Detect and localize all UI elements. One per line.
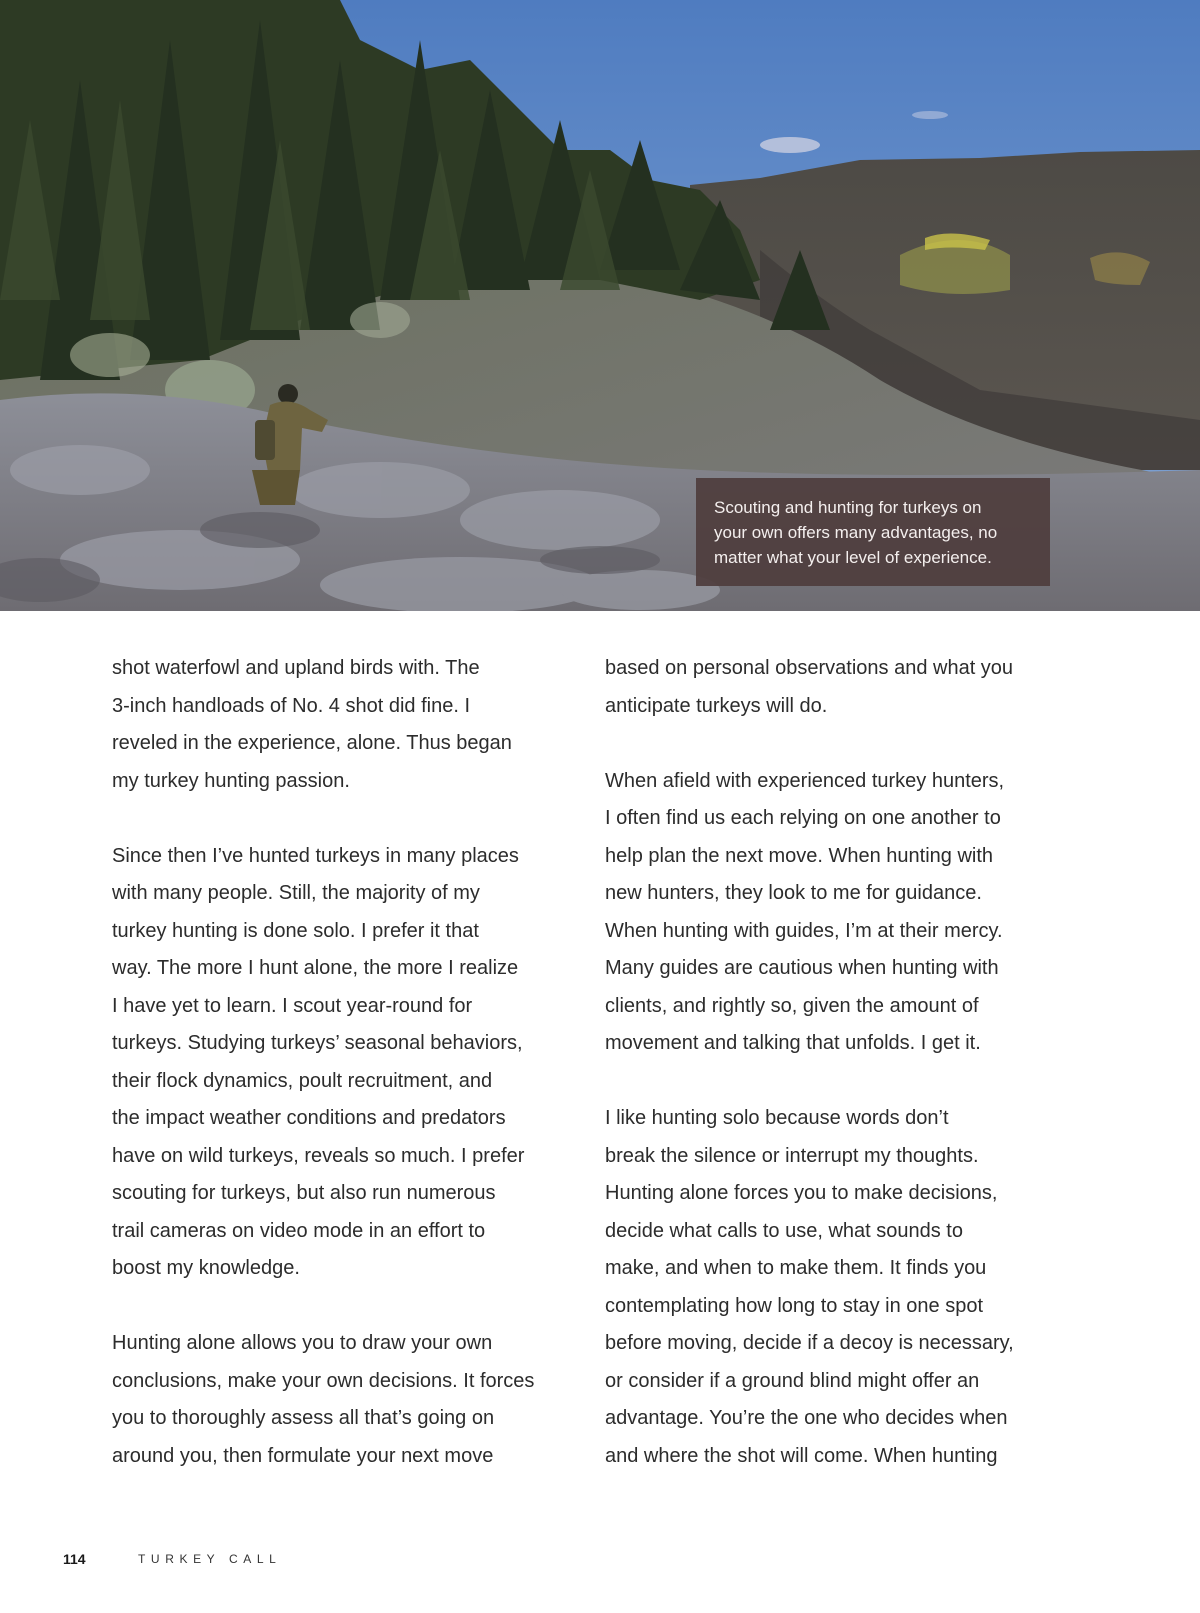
magazine-name: TURKEY CALL: [138, 1552, 282, 1566]
paragraph: shot waterfowl and upland birds with. The 3-inch handloads of No. 4 shot did fine. I reveled in the experience, alone. Thus began my turkey hunting passion.: [112, 657, 512, 792]
page-footer: [63, 1549, 281, 1569]
paragraph: When afield with experienced turkey hunters, I often find us each relying on one another to help plan the next move. When hunting with new hunters, they look to me for guidance. When hunting with guides, I’m at their mercy. Many guides are cautious when hunting with clients, and rightly so, given the amount of movement and talking that unfolds. I get it.: [605, 769, 1005, 1054]
paragraph: based on personal observations and what you anticipate turkeys will do.: [605, 657, 1014, 717]
article-column-left: [112, 650, 582, 1475]
page-number: 114: [63, 1551, 86, 1567]
paragraph: Since then I’ve hunted turkeys in many places with many people. Still, the majority of my turkey hunting is done solo. I prefer it that way. The more I hunt alone, the more I realize I have yet to learn. I scout year-round for turkeys. Studying turkeys’ seasonal behaviors, their flock dynamics, poult recruitment, and the impact weather conditions and predators have on wild turkeys, reveals so much. I prefer scouting for turkeys, but also run numerous trail cameras on video mode in an effort to boost my knowledge.: [112, 844, 525, 1279]
photo-caption: Scouting and hunting for turkeys on your own offers many advantages, no matter what your level of experience.: [696, 478, 1050, 586]
article-column-right: [605, 650, 1075, 1475]
paragraph: I like hunting solo because words don’t break the silence or interrupt my thoughts. Hunting alone forces you to make decisions, decide what calls to use, what sounds to make, and when to make them. It finds you contemplating how long to stay in one spot before moving, decide if a decoy is necessary, or consider if a ground blind might offer an advantage. You’re the one who decides when and where the shot will come. When hunting: [605, 1107, 1014, 1467]
hero-photo: [0, 0, 1200, 611]
paragraph: Hunting alone allows you to draw your own conclusions, make your own decisions. It forces you to thoroughly assess all that’s going on around you, then formulate your next move: [112, 1332, 535, 1467]
